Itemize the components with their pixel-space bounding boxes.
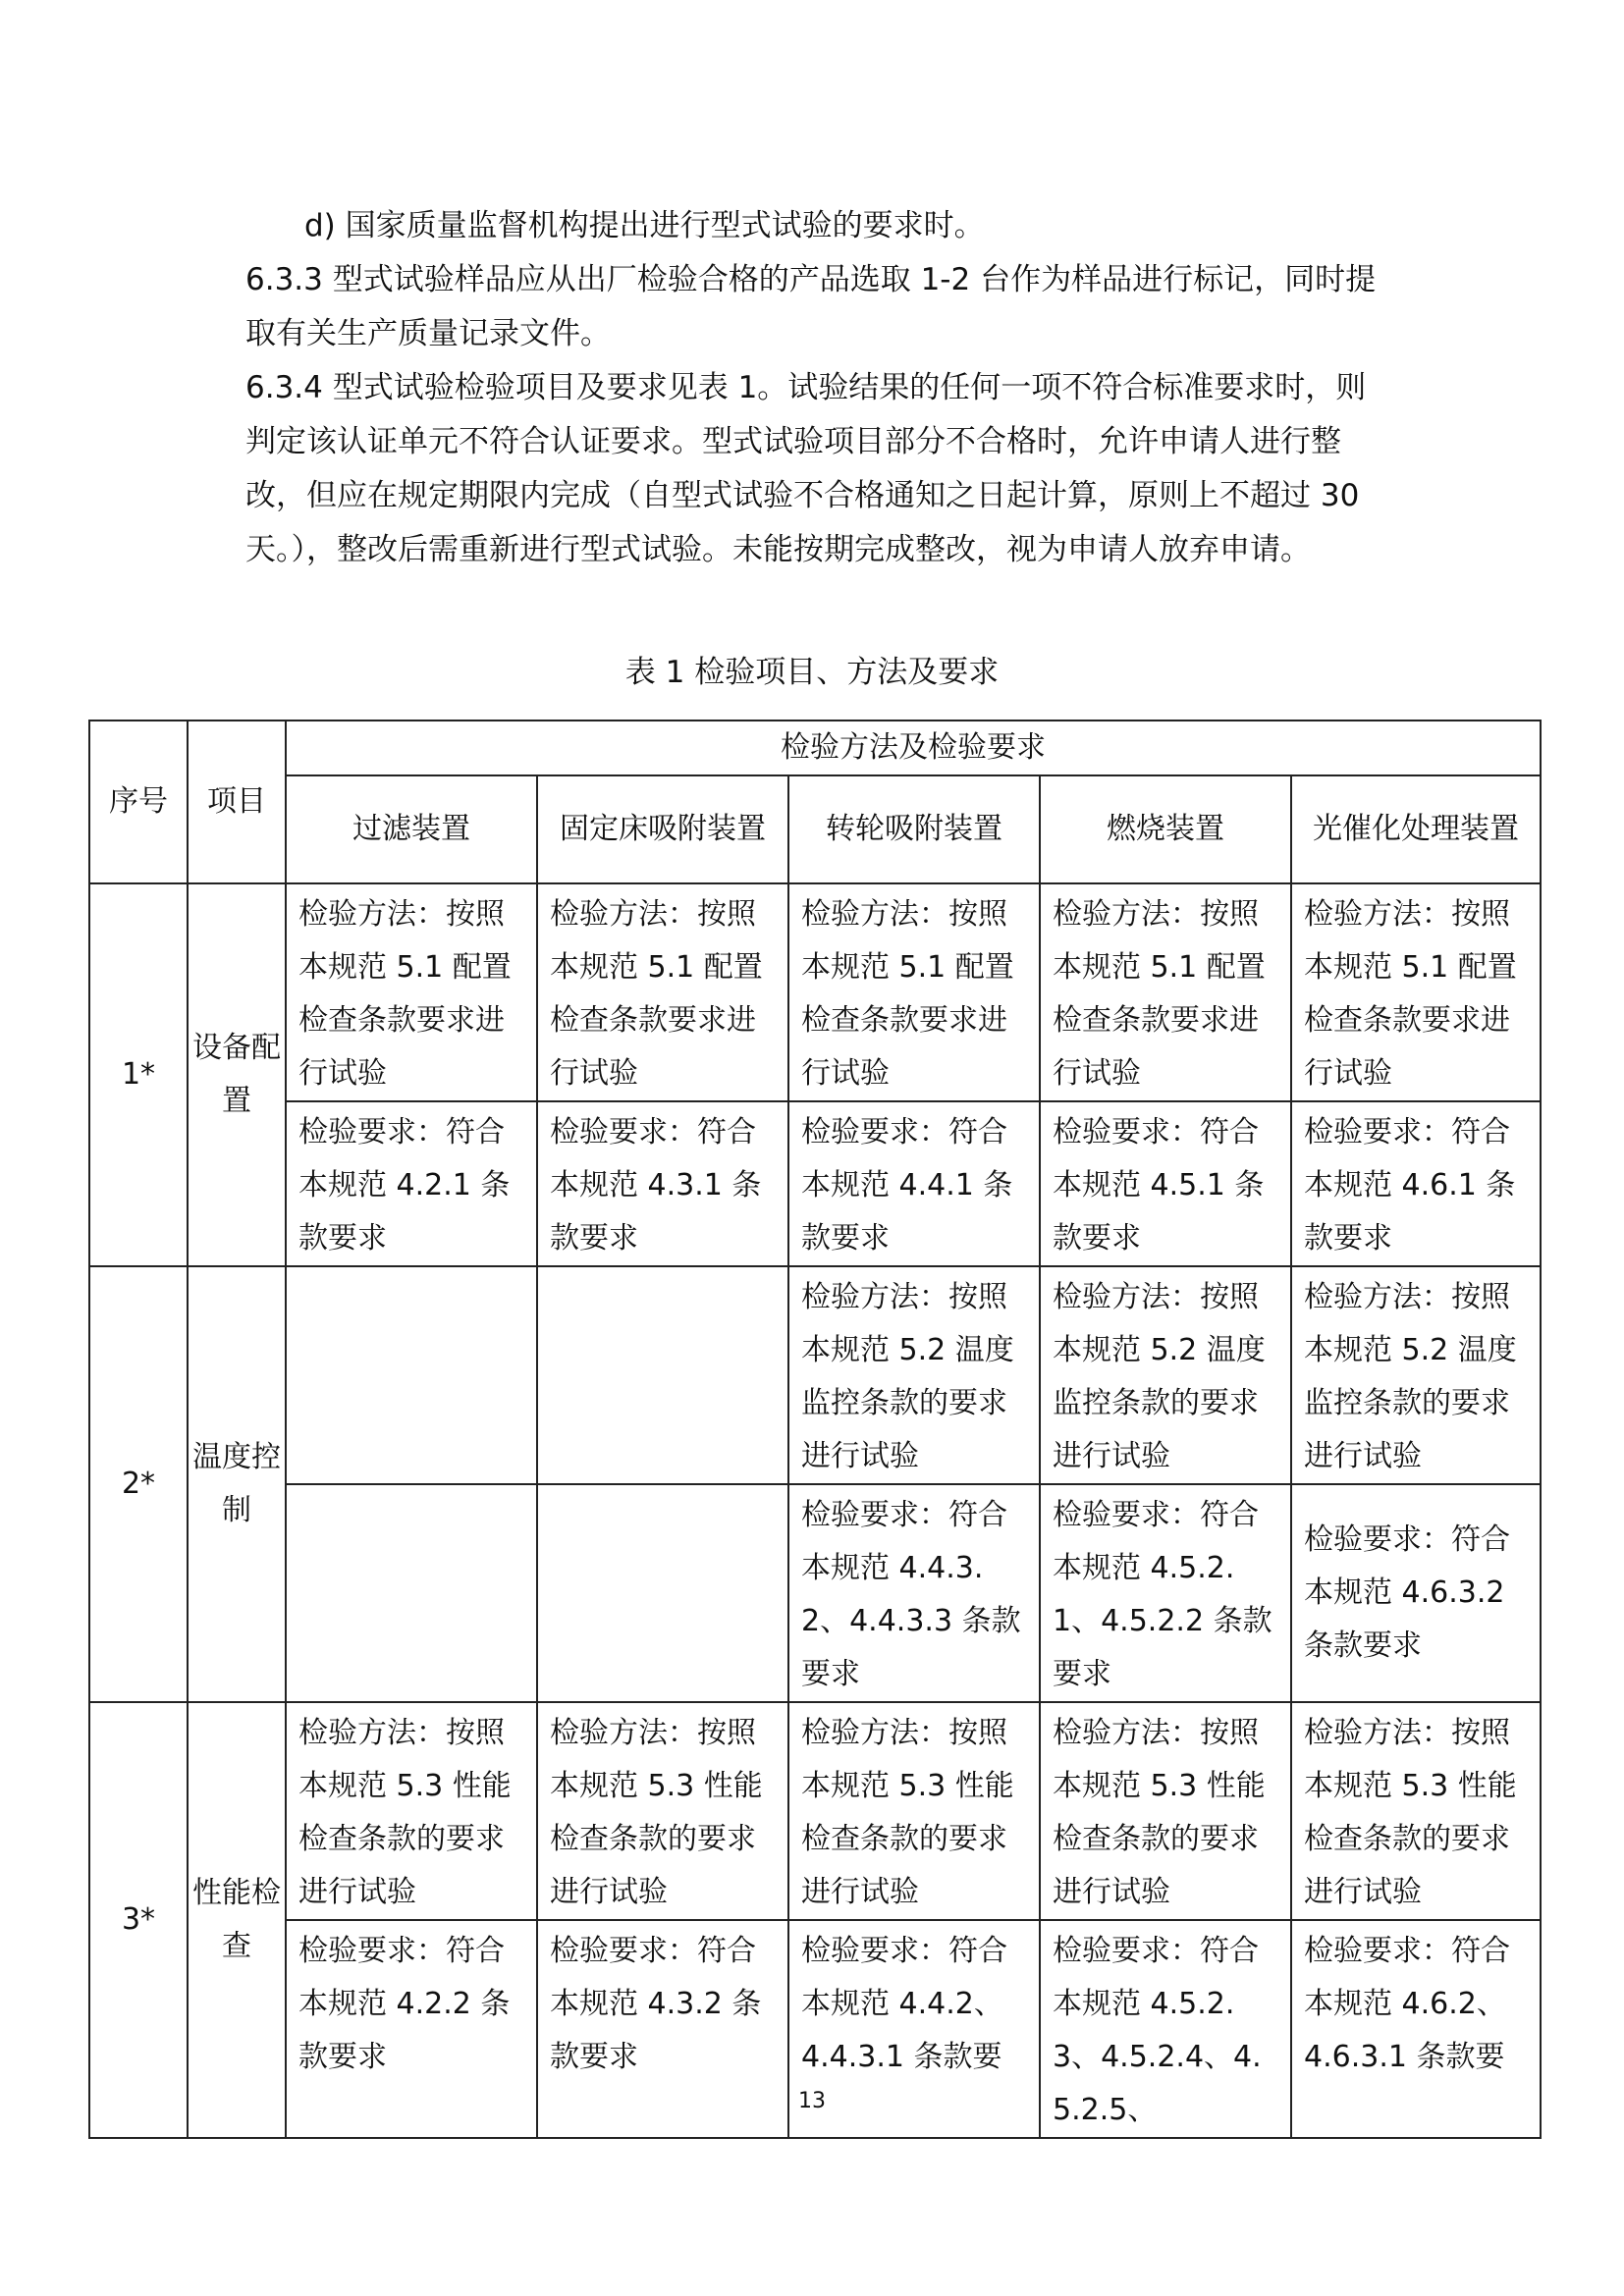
requirement-cell: 检验要求：符合本规范 4.2.2 条款要求 <box>286 1920 537 2138</box>
paragraph-6-3-4: 6.3.4 型式试验检验项目及要求见表 1。试验结果的任何一项不符合标准要求时，则判定该认证单元不符合认证要求。型式试验项目部分不合格时，允许申请人进行整改，但应在规定期限内完成（自型式试验不合格通知之日起计算，原则上不超过 30 天。），整改后需重新进行型式试验。未能按期完成整改，视为申请人放弃申请。 <box>245 370 1367 567</box>
method-cell: 检验方法：按照本规范 5.3 性能检查条款的要求进行试验 <box>537 1702 788 1920</box>
paragraph-6-3-3: 6.3.3 型式试验样品应从出厂检验合格的产品选取 1-2 台作为样品进行标记，同时提取有关生产质量记录文件。 <box>245 262 1377 351</box>
method-cell <box>537 1266 788 1484</box>
method-cell: 检验方法：按照本规范 5.2 温度监控条款的要求进行试验 <box>1291 1266 1541 1484</box>
row-no: 3* <box>89 1702 188 2138</box>
header-item: 项目 <box>188 721 286 883</box>
header-col-combustion: 燃烧装置 <box>1040 775 1291 883</box>
header-col-filter: 过滤装置 <box>286 775 537 883</box>
method-cell: 检验方法：按照本规范 5.3 性能检查条款的要求进行试验 <box>286 1702 537 1920</box>
table-row <box>89 883 1541 1101</box>
header-row-columns <box>89 775 1541 883</box>
row-no: 2* <box>89 1266 188 1702</box>
requirement-cell: 检验要求：符合本规范 4.4.1 条款要求 <box>788 1101 1040 1266</box>
requirement-cell: 检验要求：符合本规范 4.3.1 条款要求 <box>537 1101 788 1266</box>
body-text <box>245 199 1384 577</box>
requirement-cell: 检验要求：符合本规范 4.5.1 条款要求 <box>1040 1101 1291 1266</box>
inspection-table <box>88 720 1542 2139</box>
row-no: 1* <box>89 883 188 1266</box>
method-cell: 检验方法：按照本规范 5.3 性能检查条款的要求进行试验 <box>788 1702 1040 1920</box>
method-cell <box>286 1266 537 1484</box>
table-row <box>89 1702 1541 1920</box>
row-item: 设备配置 <box>188 883 286 1266</box>
header-no: 序号 <box>89 721 188 883</box>
requirement-cell: 检验要求：符合本规范 4.5.2.1、4.5.2.2 条款要求 <box>1040 1484 1291 1702</box>
method-cell: 检验方法：按照本规范 5.1 配置检查条款要求进行试验 <box>1291 883 1541 1101</box>
header-row-group <box>89 721 1541 775</box>
header-col-fixed-bed: 固定床吸附装置 <box>537 775 788 883</box>
header-group: 检验方法及检验要求 <box>286 721 1541 775</box>
requirement-cell <box>286 1484 537 1702</box>
requirement-cell: 检验要求：符合本规范 4.2.1 条款要求 <box>286 1101 537 1266</box>
row-item: 性能检查 <box>188 1702 286 2138</box>
requirement-cell: 检验要求：符合本规范 4.6.2、4.6.3.1 条款要 <box>1291 1920 1541 2138</box>
method-cell: 检验方法：按照本规范 5.1 配置检查条款要求进行试验 <box>788 883 1040 1101</box>
method-cell: 检验方法：按照本规范 5.3 性能检查条款的要求进行试验 <box>1291 1702 1541 1920</box>
requirement-cell: 检验要求：符合本规范 4.4.2、4.4.3.1 条款要 <box>788 1920 1040 2138</box>
method-cell: 检验方法：按照本规范 5.3 性能检查条款的要求进行试验 <box>1040 1702 1291 1920</box>
table-row <box>89 1101 1541 1266</box>
header-col-photocatalytic: 光催化处理装置 <box>1291 775 1541 883</box>
row-item: 温度控制 <box>188 1266 286 1702</box>
requirement-cell <box>537 1484 788 1702</box>
method-cell: 检验方法：按照本规范 5.1 配置检查条款要求进行试验 <box>537 883 788 1101</box>
table-row <box>89 1484 1541 1702</box>
method-cell: 检验方法：按照本规范 5.2 温度监控条款的要求进行试验 <box>788 1266 1040 1484</box>
requirement-cell: 检验要求：符合本规范 4.3.2 条款要求 <box>537 1920 788 2138</box>
method-cell: 检验方法：按照本规范 5.2 温度监控条款的要求进行试验 <box>1040 1266 1291 1484</box>
method-cell: 检验方法：按照本规范 5.1 配置检查条款要求进行试验 <box>1040 883 1291 1101</box>
header-col-rotor: 转轮吸附装置 <box>788 775 1040 883</box>
paragraph-d: d) 国家质量监督机构提出进行型式试验的要求时。 <box>304 208 985 243</box>
table-caption: 表 1 检验项目、方法及要求 <box>624 655 1000 690</box>
page-number: 13 <box>798 2089 826 2113</box>
method-cell: 检验方法：按照本规范 5.1 配置检查条款要求进行试验 <box>286 883 537 1101</box>
requirement-cell: 检验要求：符合本规范 4.5.2.3、4.5.2.4、4.5.2.5、 <box>1040 1920 1291 2138</box>
requirement-cell: 检验要求：符合本规范 4.6.3.2 条款要求 <box>1291 1484 1541 1702</box>
requirement-cell: 检验要求：符合本规范 4.4.3.2、4.4.3.3 条款要求 <box>788 1484 1040 1702</box>
table-row <box>89 1266 1541 1484</box>
requirement-cell: 检验要求：符合本规范 4.6.1 条款要求 <box>1291 1101 1541 1266</box>
